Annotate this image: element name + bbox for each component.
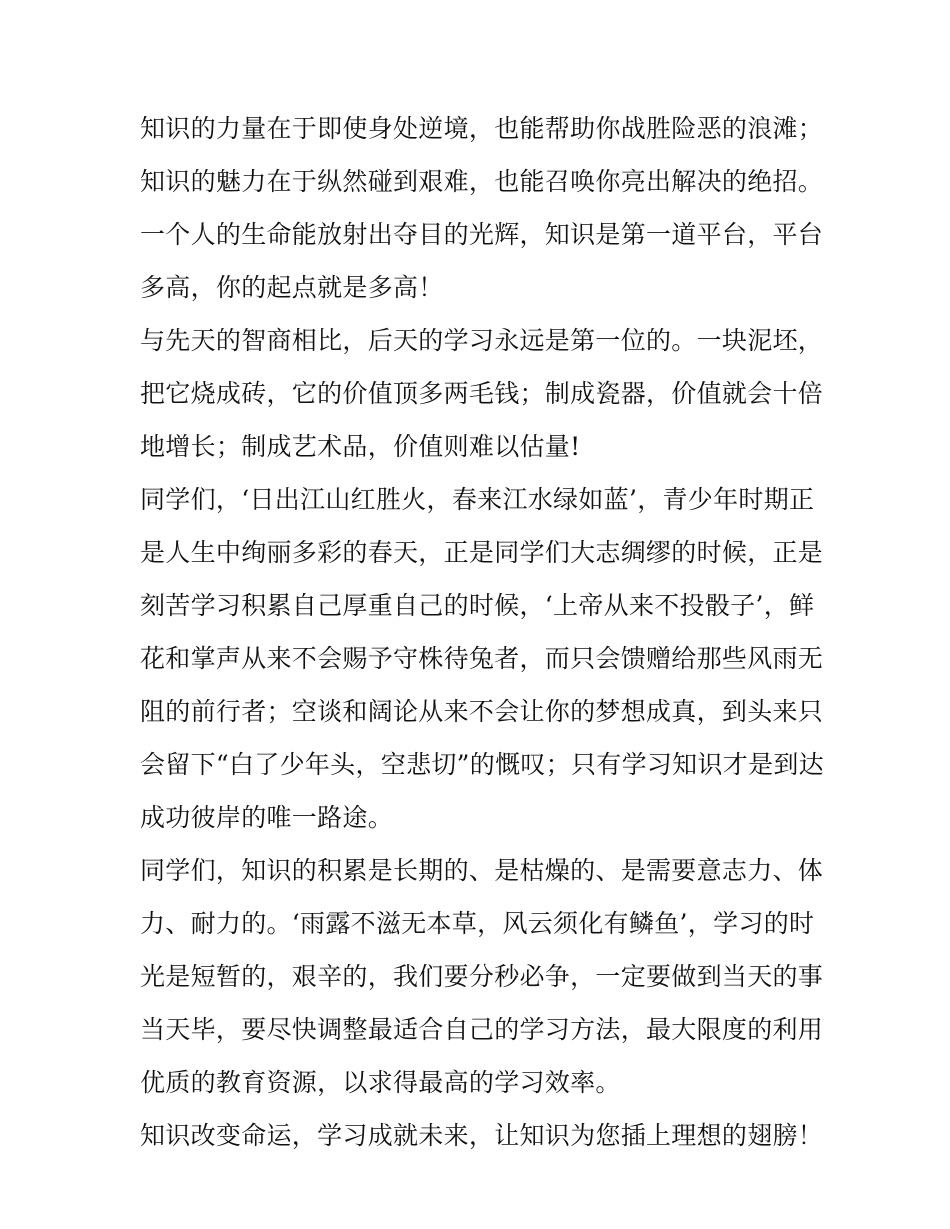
paragraph-1-line-1: 知识的力量在于即使身处逆境，也能帮助你战胜险恶的浪滩； (140, 114, 824, 143)
paragraph-1-line-4: 多高，你的起点就是多高！ (140, 273, 444, 302)
paragraph-3-line-3: 刻苦学习积累自己厚重自己的时候，‘上帝从来不投骰子’，鲜 (140, 591, 815, 620)
paragraph-4-line-2: 力、耐力的。‘雨露不滋无本草，风云须化有鳞鱼’，学习的时 (140, 909, 815, 938)
paragraph-3-line-7: 成功彼岸的唯一路途。 (140, 803, 394, 832)
paragraph-1-line-3: 一个人的生命能放射出夺目的光辉，知识是第一道平台，平台 (140, 220, 824, 249)
paragraph-1-line-2: 知识的魅力在于纵然碰到艰难，也能召唤你亮出解决的绝招。 (140, 167, 824, 196)
paragraph-5-line-1: 知识改变命运，学习成就未来，让知识为您插上理想的翅膀！ (140, 1121, 824, 1150)
paragraph-4-line-1: 同学们，知识的积累是长期的、是枯燥的、是需要意志力、体 (140, 856, 824, 885)
paragraph-2-line-3: 地增长；制成艺术品，价值则难以估量! (140, 432, 581, 461)
paragraph-3-line-5: 阻的前行者；空谈和阔论从来不会让你的梦想成真，到头来只 (140, 697, 824, 726)
paragraph-4-line-4: 当天毕，要尽快调整最适合自己的学习方法，最大限度的利用 (140, 1015, 824, 1044)
paragraph-3-line-4: 花和掌声从来不会赐予守株待兔者，而只会馈赠给那些风雨无 (140, 644, 824, 673)
paragraph-4-line-3: 光是短暂的，艰辛的，我们要分秒必争，一定要做到当天的事 (140, 962, 824, 991)
paragraph-4-line-5: 优质的教育资源，以求得最高的学习效率。 (140, 1068, 621, 1097)
document-body (140, 102, 824, 1162)
paragraph-3-line-2: 是人生中绚丽多彩的春天，正是同学们大志绸缪的时候，正是 (140, 538, 824, 567)
paragraph-3-line-1: 同学们，‘日出江山红胜火，春来江水绿如蓝’，青少年时期正 (140, 485, 815, 514)
paragraph-3-line-6: 会留下“白了少年头，空悲切”的慨叹；只有学习知识才是到达 (140, 750, 824, 779)
paragraph-2-line-1: 与先天的智商相比，后天的学习永远是第一位的。一块泥坯， (140, 326, 824, 355)
paragraph-2-line-2: 把它烧成砖，它的价值顶多两毛钱；制成瓷器，价值就会十倍 (140, 379, 824, 408)
